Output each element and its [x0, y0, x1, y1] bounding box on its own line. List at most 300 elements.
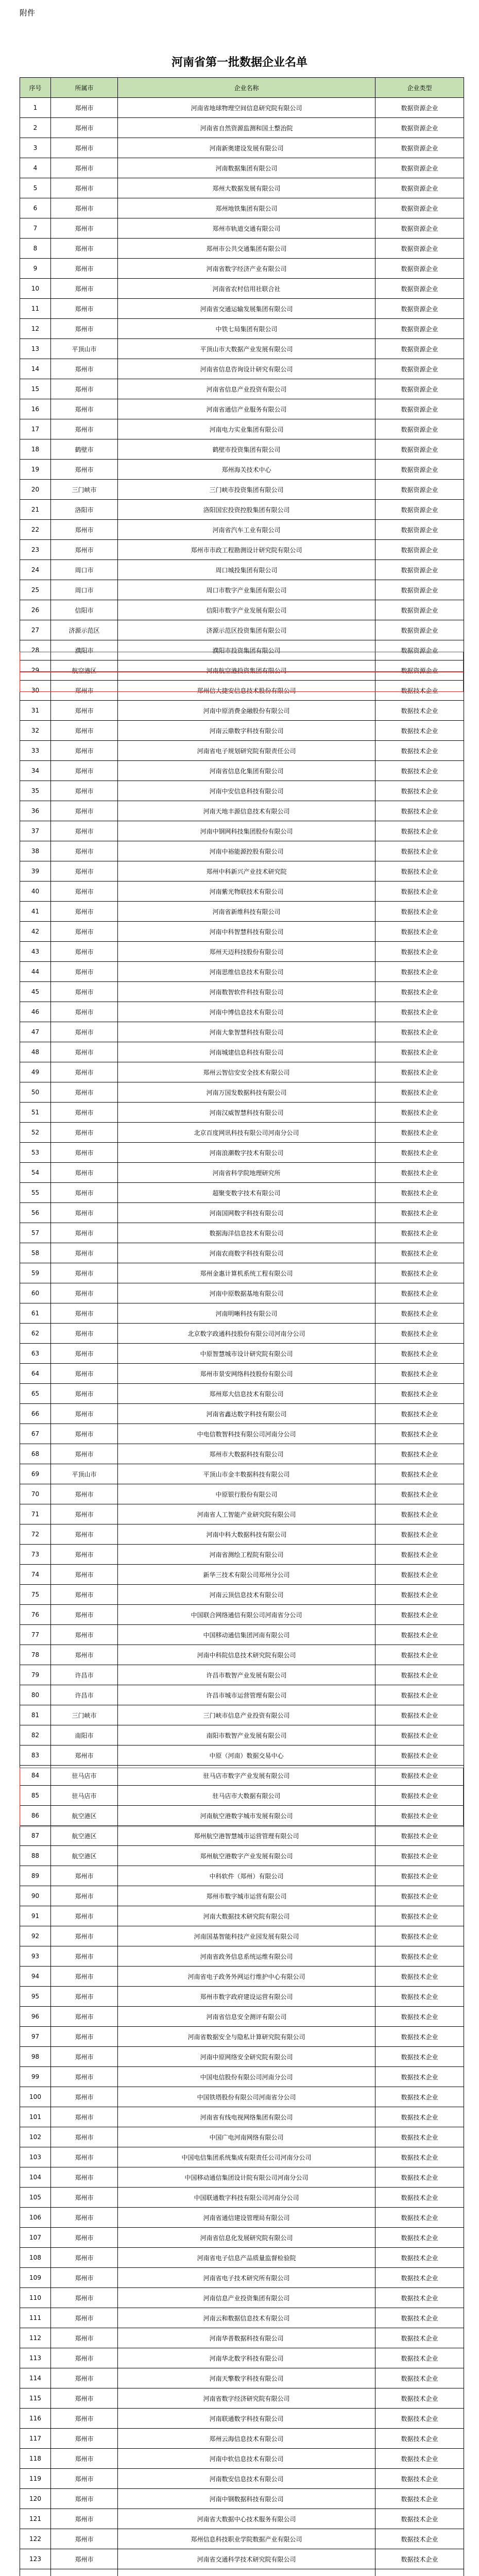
row-index: 68: [20, 1444, 51, 1464]
row-city: 郑州市: [51, 902, 118, 922]
row-city: 郑州市: [51, 801, 118, 821]
row-index: 19: [20, 460, 51, 480]
row-company-type: 数据资源企业: [375, 118, 464, 138]
row-city: 平顶山市: [51, 1464, 118, 1484]
row-index: 92: [20, 1926, 51, 1946]
row-company-name: 北京百度网讯科技有限公司河南分公司: [118, 1123, 375, 1143]
row-index: 39: [20, 861, 51, 882]
row-city: 郑州市: [51, 1545, 118, 1565]
row-index: 49: [20, 1062, 51, 1082]
row-index: 2: [20, 118, 51, 138]
row-company-type: 数据技术企业: [375, 2067, 464, 2087]
table-row: [20, 138, 464, 158]
row-city: 郑州市: [51, 2107, 118, 2127]
row-company-name: 河南省数据安全与隐私计算研究院有限公司: [118, 2027, 375, 2047]
row-city: 平顶山市: [51, 339, 118, 359]
row-company-name: 中国移动通信集团河南有限公司: [118, 1625, 375, 1645]
table-row: [20, 1062, 464, 1082]
row-company-name: 郑州信大捷安信息技术股份有限公司: [118, 681, 375, 701]
row-index: 86: [20, 1806, 51, 1826]
row-company-type: 数据技术企业: [375, 1303, 464, 1324]
table-row: [20, 319, 464, 339]
row-company-type: 数据技术企业: [375, 2268, 464, 2288]
table-row: [20, 2469, 464, 2489]
table-row: [20, 580, 464, 600]
table-row: [20, 2489, 464, 2509]
row-city: 郑州市: [51, 1424, 118, 1444]
row-company-name: 郑州天迈科技股份有限公司: [118, 942, 375, 962]
row-company-name: 新华三技术有限公司郑州分公司: [118, 1565, 375, 1585]
row-company-name: 河南省有线电视网络集团有限公司: [118, 2107, 375, 2127]
row-company-name: 河南天擎数字科技有限公司: [118, 2368, 375, 2388]
row-company-type: 数据技术企业: [375, 1806, 464, 1826]
row-company-type: 数据技术企业: [375, 1846, 464, 1866]
row-company-type: 数据技术企业: [375, 821, 464, 841]
row-index: 69: [20, 1464, 51, 1484]
row-company-name: 河南思维信息技术有限公司: [118, 962, 375, 982]
row-company-type: 数据技术企业: [375, 2549, 464, 2569]
row-company-type: 数据技术企业: [375, 2107, 464, 2127]
row-company-name: 三门峡市投资集团有限公司: [118, 480, 375, 500]
row-company-name: 河南省测绘工程院有限公司: [118, 1545, 375, 1565]
table-row: [20, 902, 464, 922]
row-index: 95: [20, 1987, 51, 2007]
row-index: 22: [20, 520, 51, 540]
row-city: 郑州市: [51, 2469, 118, 2489]
row-company-name: 河南新奥建设发展有限公司: [118, 138, 375, 158]
row-company-name: 河南省地球物理空间信息研究院有限公司: [118, 98, 375, 118]
row-index: 56: [20, 1203, 51, 1223]
row-company-type: 数据技术企业: [375, 1766, 464, 1786]
row-index: 38: [20, 841, 51, 861]
row-company-type: 数据资源企业: [375, 239, 464, 259]
table-row: [20, 279, 464, 299]
row-city: 郑州市: [51, 1987, 118, 2007]
row-company-type: 数据资源企业: [375, 660, 464, 681]
row-company-type: 数据技术企业: [375, 1103, 464, 1123]
row-company-name: 周口城投集团有限公司: [118, 560, 375, 580]
row-index: 105: [20, 2188, 51, 2208]
row-city: [51, 2569, 118, 2576]
row-company-name: 濮阳市投资集团有限公司: [118, 640, 375, 660]
row-city: 郑州市: [51, 1926, 118, 1946]
table-row: [20, 681, 464, 701]
table-row: [20, 419, 464, 439]
row-company-type: 数据技术企业: [375, 1042, 464, 1062]
row-city: 郑州市: [51, 198, 118, 218]
table-row: [20, 480, 464, 500]
row-company-type: 数据技术企业: [375, 701, 464, 721]
row-city: 郑州市: [51, 1504, 118, 1524]
row-company-type: 数据技术企业: [375, 1645, 464, 1665]
row-index: 96: [20, 2007, 51, 2027]
row-city: 郑州市: [51, 1223, 118, 1243]
table-row: [20, 861, 464, 882]
row-index: 94: [20, 1967, 51, 1987]
row-city: 郑州市: [51, 701, 118, 721]
row-index: 50: [20, 1082, 51, 1103]
table-header-row: [20, 78, 464, 98]
table-row: [20, 1484, 464, 1504]
row-company-type: 数据资源企业: [375, 640, 464, 660]
row-company-name: 河南省通信建设管理局有限公司: [118, 2208, 375, 2228]
row-index: 112: [20, 2328, 51, 2348]
row-company-name: 河南航空港投资集团有限公司: [118, 660, 375, 681]
row-company-type: 数据技术企业: [375, 922, 464, 942]
row-company-type: 数据技术企业: [375, 1524, 464, 1545]
row-company-type: 数据技术企业: [375, 1906, 464, 1926]
table-row: [20, 600, 464, 620]
row-company-name: 平顶山市金丰数据科技有限公司: [118, 1464, 375, 1484]
row-company-name: 中国广电河南网络有限公司: [118, 2127, 375, 2147]
row-index: 75: [20, 1585, 51, 1605]
row-index: 111: [20, 2308, 51, 2328]
row-company-name: 河南城建信息科技有限公司: [118, 1042, 375, 1062]
row-company-name: 河南省信息咨询设计研究有限公司: [118, 359, 375, 379]
table-row: [20, 2087, 464, 2107]
row-city: 郑州市: [51, 1002, 118, 1022]
row-company-name: 中国电信股份有限公司河南分公司: [118, 2067, 375, 2087]
row-city: 郑州市: [51, 1143, 118, 1163]
row-company-type: 数据资源企业: [375, 560, 464, 580]
row-city: 郑州市: [51, 2027, 118, 2047]
row-city: 郑州市: [51, 882, 118, 902]
row-city: 郑州市: [51, 1444, 118, 1464]
table-row: [20, 1766, 464, 1786]
row-index: 28: [20, 640, 51, 660]
row-index: 34: [20, 761, 51, 781]
row-index: 101: [20, 2107, 51, 2127]
table-row: [20, 781, 464, 801]
row-company-type: 数据技术企业: [375, 942, 464, 962]
table-row: [20, 1283, 464, 1303]
table-row: [20, 701, 464, 721]
row-city: 郑州市: [51, 861, 118, 882]
enterprise-table: [20, 77, 464, 2576]
table-row: [20, 1303, 464, 1324]
row-index: 114: [20, 2368, 51, 2388]
row-city: 郑州市: [51, 2489, 118, 2509]
row-company-name: 河南省自然资源监测和国土整治院: [118, 118, 375, 138]
row-index: 106: [20, 2208, 51, 2228]
row-city: 航空港区: [51, 660, 118, 681]
row-company-type: 数据技术企业: [375, 2007, 464, 2027]
table-row: [20, 158, 464, 178]
row-company-name: 北京数字政通科技股份有限公司河南分公司: [118, 1324, 375, 1344]
row-index: 62: [20, 1324, 51, 1344]
row-index: 80: [20, 1685, 51, 1705]
row-company-type: 数据技术企业: [375, 2288, 464, 2308]
row-index: 46: [20, 1002, 51, 1022]
row-company-name: 中原银行股份有限公司: [118, 1484, 375, 1504]
row-company-type: 数据资源企业: [375, 158, 464, 178]
row-company-name: 河南汉威智慧科技有限公司: [118, 1103, 375, 1123]
table-row: [20, 1625, 464, 1645]
row-index: 119: [20, 2469, 51, 2489]
row-city: 郑州市: [51, 1364, 118, 1384]
row-city: 郑州市: [51, 2529, 118, 2549]
row-company-type: 数据技术企业: [375, 1484, 464, 1504]
table-row: [20, 1605, 464, 1625]
row-city: 郑州市: [51, 962, 118, 982]
row-company-name: 河南电力实业集团有限公司: [118, 419, 375, 439]
row-company-type: 数据资源企业: [375, 218, 464, 239]
row-city: 郑州市: [51, 2368, 118, 2388]
table-row: [20, 259, 464, 279]
row-company-name: 中铁七局集团有限公司: [118, 319, 375, 339]
table-row: [20, 1384, 464, 1404]
row-company-type: 数据技术企业: [375, 2248, 464, 2268]
row-city: 郑州市: [51, 761, 118, 781]
table-row: [20, 118, 464, 138]
row-company-name: 河南紫光物联技术有限公司: [118, 882, 375, 902]
table-row: [20, 1886, 464, 1906]
table-row: [20, 299, 464, 319]
row-city: 鹤壁市: [51, 439, 118, 460]
row-index: 110: [20, 2288, 51, 2308]
header-index: 序号: [20, 78, 51, 98]
row-city: 洛阳市: [51, 500, 118, 520]
row-index: 40: [20, 882, 51, 902]
row-city: 郑州市: [51, 1163, 118, 1183]
row-index: 63: [20, 1344, 51, 1364]
row-index: 30: [20, 681, 51, 701]
row-company-type: 数据资源企业: [375, 460, 464, 480]
row-city: 郑州市: [51, 1062, 118, 1082]
row-city: 郑州市: [51, 158, 118, 178]
row-company-name: 南阳市数智产业发展有限公司: [118, 1725, 375, 1745]
table-row: [20, 1364, 464, 1384]
table-row: [20, 801, 464, 821]
row-company-type: 数据技术企业: [375, 2409, 464, 2429]
row-city: 郑州市: [51, 2047, 118, 2067]
row-city: 郑州市: [51, 1042, 118, 1062]
table-row: [20, 540, 464, 560]
row-company-type: 数据技术企业: [375, 2188, 464, 2208]
row-company-name: 河南省数字经济研究院有限公司: [118, 2388, 375, 2409]
row-city: 郑州市: [51, 98, 118, 118]
row-company-name: 河南省信息化发展研究院有限公司: [118, 2228, 375, 2248]
row-company-type: 数据技术企业: [375, 2348, 464, 2368]
row-city: 周口市: [51, 580, 118, 600]
table-row: [20, 1786, 464, 1806]
row-company-name: 河南省新维科技有限公司: [118, 902, 375, 922]
row-city: 郑州市: [51, 399, 118, 419]
table-row: [20, 359, 464, 379]
table-row: [20, 2308, 464, 2328]
row-company-name: 郑州海关技术中心: [118, 460, 375, 480]
table-row: [20, 439, 464, 460]
table-row: [20, 339, 464, 359]
row-index: 77: [20, 1625, 51, 1645]
row-city: 郑州市: [51, 2127, 118, 2147]
row-company-type: 数据资源企业: [375, 500, 464, 520]
row-city: 郑州市: [51, 520, 118, 540]
row-index: 10: [20, 279, 51, 299]
row-company-name: 中电信数智科技有限公司河南分公司: [118, 1424, 375, 1444]
row-company-name: 河南信息产业投资集团有限公司: [118, 2288, 375, 2308]
row-company-name: 河南天地丰源信息技术有限公司: [118, 801, 375, 821]
table-row: [20, 1685, 464, 1705]
table-row: [20, 821, 464, 841]
row-company-type: 数据技术企业: [375, 2469, 464, 2489]
row-index: 107: [20, 2228, 51, 2248]
row-company-name: 河南云鼎数字科技有限公司: [118, 721, 375, 741]
row-company-name: 河南省数字经济产业有限公司: [118, 259, 375, 279]
row-index: 97: [20, 2027, 51, 2047]
row-city: 郑州市: [51, 1263, 118, 1283]
row-city: 郑州市: [51, 1103, 118, 1123]
table-row: [20, 1665, 464, 1685]
row-company-name: 河南中软信息技术有限公司: [118, 2449, 375, 2469]
table-row: [20, 460, 464, 480]
row-index: 64: [20, 1364, 51, 1384]
row-city: 郑州市: [51, 1022, 118, 1042]
row-city: 郑州市: [51, 1344, 118, 1364]
row-company-name: 郑州中科新兴产业技术研究院: [118, 861, 375, 882]
row-city: 郑州市: [51, 259, 118, 279]
row-index: 53: [20, 1143, 51, 1163]
row-index: 79: [20, 1665, 51, 1685]
row-index: 91: [20, 1906, 51, 1926]
table-row: [20, 239, 464, 259]
row-index: 17: [20, 419, 51, 439]
row-company-type: 数据技术企业: [375, 2027, 464, 2047]
row-company-name: 河南中科院信息技术研究院有限公司: [118, 1645, 375, 1665]
row-index: 27: [20, 620, 51, 640]
row-city: 郑州市: [51, 2449, 118, 2469]
row-company-name: 郑州地铁集团有限公司: [118, 198, 375, 218]
row-city: 郑州市: [51, 460, 118, 480]
table-row: [20, 218, 464, 239]
row-index: 85: [20, 1786, 51, 1806]
row-company-type: 数据资源企业: [375, 198, 464, 218]
row-city: 郑州市: [51, 2429, 118, 2449]
row-company-type: 数据技术企业: [375, 2529, 464, 2549]
table-row: [20, 1946, 464, 1967]
table-row: [20, 2368, 464, 2388]
table-row: [20, 2027, 464, 2047]
row-company-name: 驻马店市数字产业发展有限公司: [118, 1766, 375, 1786]
row-company-type: [375, 2569, 464, 2576]
row-company-type: 数据技术企业: [375, 1967, 464, 1987]
row-index: 78: [20, 1645, 51, 1665]
row-index: 121: [20, 2509, 51, 2529]
table-row: [20, 2348, 464, 2368]
row-index: 74: [20, 1565, 51, 1585]
row-company-name: 河南国网数字科技有限公司: [118, 1203, 375, 1223]
row-index: 98: [20, 2047, 51, 2067]
row-city: 郑州市: [51, 741, 118, 761]
row-company-type: 数据技术企业: [375, 2167, 464, 2188]
row-city: 郑州市: [51, 922, 118, 942]
row-city: 济源示范区: [51, 620, 118, 640]
table-row: [20, 1987, 464, 2007]
row-company-name: 中原（河南）数据交易中心: [118, 1745, 375, 1766]
row-company-type: 数据资源企业: [375, 379, 464, 399]
row-index: 70: [20, 1484, 51, 1504]
row-company-name: 信阳市数字产业发展有限公司: [118, 600, 375, 620]
row-index: 102: [20, 2127, 51, 2147]
row-company-type: 数据技术企业: [375, 1384, 464, 1404]
row-city: 郑州市: [51, 721, 118, 741]
row-company-name: 郑州航空港智慧城市运营管理有限公司: [118, 1826, 375, 1846]
table-row: [20, 1826, 464, 1846]
row-index: 9: [20, 259, 51, 279]
row-city: 航空港区: [51, 1806, 118, 1826]
row-company-name: 周口市数字产业集团有限公司: [118, 580, 375, 600]
row-index: 20: [20, 480, 51, 500]
row-company-type: 数据技术企业: [375, 2087, 464, 2107]
table-row: [20, 2107, 464, 2127]
row-city: 郑州市: [51, 1324, 118, 1344]
row-index: 117: [20, 2429, 51, 2449]
row-company-type: 数据资源企业: [375, 419, 464, 439]
row-city: 郑州市: [51, 1384, 118, 1404]
row-city: 郑州市: [51, 1967, 118, 1987]
row-company-name: 河南中钢网科技集团股份有限公司: [118, 821, 375, 841]
page-title: 河南省第一批数据企业名单: [171, 56, 307, 69]
row-company-type: 数据技术企业: [375, 801, 464, 821]
row-company-type: 数据资源企业: [375, 98, 464, 118]
table-row: [20, 660, 464, 681]
row-company-type: 数据技术企业: [375, 1444, 464, 1464]
table-row: [20, 1524, 464, 1545]
table-row: [20, 982, 464, 1002]
row-city: 郑州市: [51, 138, 118, 158]
row-city: 郑州市: [51, 419, 118, 439]
table-row: [20, 2328, 464, 2348]
row-index: 103: [20, 2147, 51, 2167]
row-company-type: 数据技术企业: [375, 1866, 464, 1886]
row-index: 99: [20, 2067, 51, 2087]
row-index: [20, 2569, 51, 2576]
row-company-name: 河南省信息安全测评有限公司: [118, 2007, 375, 2027]
row-company-name: 河南农商数字科技有限公司: [118, 1243, 375, 1263]
row-company-name: 郑州金惠计算机系统工程有限公司: [118, 1263, 375, 1283]
table-row: [20, 2449, 464, 2469]
table-row: [20, 2167, 464, 2188]
table-row: [20, 1324, 464, 1344]
row-company-type: 数据技术企业: [375, 2368, 464, 2388]
table-row: [20, 198, 464, 218]
table-row: [20, 520, 464, 540]
row-index: 7: [20, 218, 51, 239]
row-company-name: 洛阳国宏投资控股集团有限公司: [118, 500, 375, 520]
row-company-type: 数据资源企业: [375, 540, 464, 560]
row-company-type: 数据技术企业: [375, 1545, 464, 1565]
row-company-type: 数据技术企业: [375, 1123, 464, 1143]
row-city: 郑州市: [51, 2348, 118, 2368]
row-index: 18: [20, 439, 51, 460]
row-index: 48: [20, 1042, 51, 1062]
row-index: 57: [20, 1223, 51, 1243]
row-city: 郑州市: [51, 379, 118, 399]
row-company-type: 数据技术企业: [375, 1143, 464, 1163]
row-company-type: 数据资源企业: [375, 580, 464, 600]
row-index: 26: [20, 600, 51, 620]
row-index: 59: [20, 1263, 51, 1283]
row-company-name: 河南华普数据科技有限公司: [118, 2328, 375, 2348]
row-company-name: 河南中裕能源控股有限公司: [118, 841, 375, 861]
table-row: [20, 1103, 464, 1123]
row-index: 60: [20, 1283, 51, 1303]
table-row: [20, 1082, 464, 1103]
row-city: 郑州市: [51, 279, 118, 299]
row-index: 108: [20, 2248, 51, 2268]
table-row: [20, 1906, 464, 1926]
row-company-type: 数据技术企业: [375, 1665, 464, 1685]
